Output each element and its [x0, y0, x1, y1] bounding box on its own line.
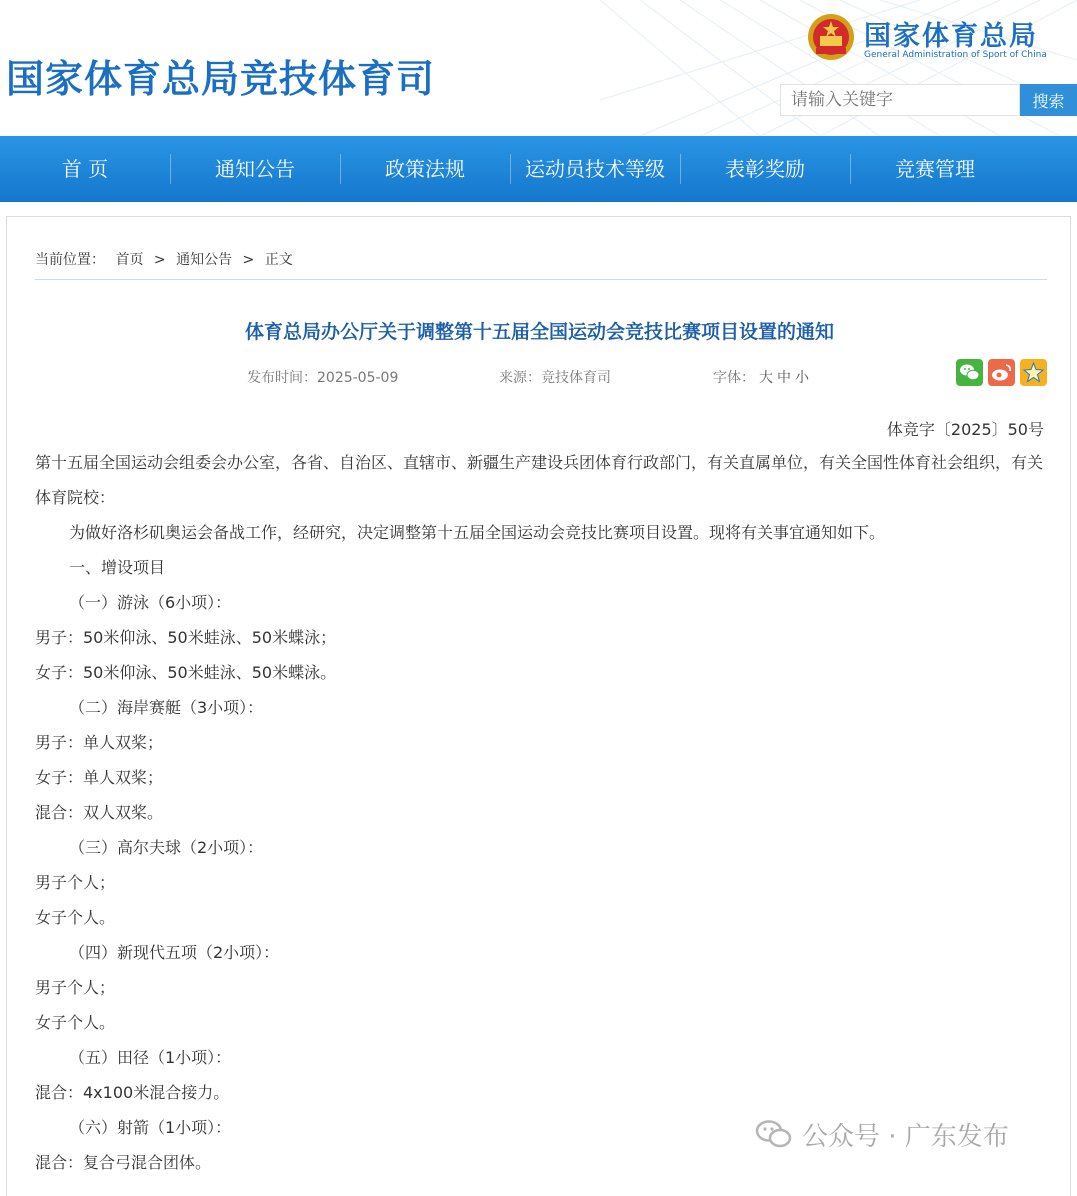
- nav-item-athlete-grades[interactable]: 运动员技术等级: [510, 136, 680, 202]
- list-item: 混合：双人双桨。: [35, 803, 164, 822]
- list-item: （六）射箭（1小项）：: [69, 1118, 232, 1137]
- nav-item-policies[interactable]: 政策法规: [340, 136, 510, 202]
- list-item: 男子个人；: [35, 873, 116, 892]
- list-item: 女子：50米仰泳、50米蛙泳、50米蝶泳。: [35, 663, 337, 682]
- weibo-share-icon[interactable]: [988, 359, 1015, 386]
- font-size-medium[interactable]: 中: [777, 370, 791, 386]
- publish-date: 发布时间：2025-05-09: [247, 370, 399, 386]
- breadcrumb-separator: >: [153, 252, 166, 268]
- list-item: （五）田径（1小项）：: [69, 1048, 232, 1067]
- intro-paragraph: 为做好洛杉矶奥运会备战工作，经研究，决定调整第十五届全国运动会竞技比赛项目设置。现将有关事宜通知如下。: [69, 523, 886, 542]
- article-body: [35, 445, 1047, 1180]
- brand-name-cn[interactable]: 国家体育总局: [864, 21, 1038, 52]
- font-size-large[interactable]: 大: [759, 370, 773, 386]
- list-item: 女子个人。: [35, 1013, 116, 1032]
- favorite-star-icon[interactable]: [1020, 359, 1047, 386]
- site-header: [0, 0, 1077, 136]
- watermark: [754, 1116, 1009, 1152]
- wechat-watermark-icon: [754, 1118, 794, 1150]
- list-item: 女子：单人双桨；: [35, 768, 164, 787]
- search-button[interactable]: 搜索: [1020, 84, 1077, 116]
- recipient-paragraph: 第十五届全国运动会组委会办公室，各省、自治区、直辖市、新疆生产建设兵团体育行政部门，有关直属单位，有关全国性体育社会组织，有关体育院校：: [35, 453, 1044, 507]
- nav-item-competition[interactable]: 竞赛管理: [850, 136, 1020, 202]
- nav-item-notices[interactable]: 通知公告: [170, 136, 340, 202]
- list-item: （四）新现代五项（2小项）：: [69, 943, 280, 962]
- section-heading: 一、增设项目: [69, 558, 166, 577]
- list-item: （二）海岸赛艇（3小项）：: [69, 698, 264, 717]
- list-item: 女子个人。: [35, 908, 116, 927]
- article-source: 来源：竞技体育司: [499, 370, 611, 386]
- national-emblem-icon: [806, 12, 856, 62]
- brand-name-en: General Administration of Sport of China: [864, 50, 1047, 60]
- breadcrumb-home[interactable]: 首页: [115, 252, 144, 268]
- document-number: 体竞字〔2025〕50号: [886, 420, 1044, 439]
- list-item: 男子：50米仰泳、50米蛙泳、50米蝶泳；: [35, 628, 337, 647]
- search-input[interactable]: [780, 84, 1020, 116]
- font-size-small[interactable]: 小: [795, 370, 809, 386]
- site-title[interactable]: 国家体育总局竞技体育司: [6, 57, 436, 101]
- article-title: 体育总局办公厅关于调整第十五届全国运动会竞技比赛项目设置的通知: [244, 321, 834, 343]
- nav-item-home[interactable]: 首 页: [61, 157, 109, 181]
- breadcrumb: [35, 249, 299, 269]
- wechat-share-icon[interactable]: [956, 359, 983, 386]
- font-size-controls: [713, 367, 809, 387]
- nav-item-awards[interactable]: 表彰奖励: [680, 136, 850, 202]
- list-item: 男子个人；: [35, 978, 116, 997]
- article-container: [6, 216, 1071, 1196]
- main-nav: [0, 136, 1077, 202]
- list-item: 混合：4x100米混合接力。: [35, 1083, 230, 1102]
- breadcrumb-separator-2: >: [242, 252, 255, 268]
- breadcrumb-section[interactable]: 通知公告: [176, 252, 233, 268]
- watermark-text: 公众号 · 广东发布: [802, 1121, 1009, 1152]
- font-size-label: 字体：: [713, 370, 755, 386]
- divider: [35, 279, 1047, 280]
- list-item: 混合：复合弓混合团体。: [35, 1153, 212, 1172]
- list-item: （一）游泳（6小项）：: [69, 593, 232, 612]
- breadcrumb-current: 正文: [264, 252, 293, 268]
- list-item: （三）高尔夫球（2小项）：: [69, 838, 264, 857]
- breadcrumb-label: 当前位置：: [35, 252, 105, 268]
- list-item: 男子：单人双桨；: [35, 733, 164, 752]
